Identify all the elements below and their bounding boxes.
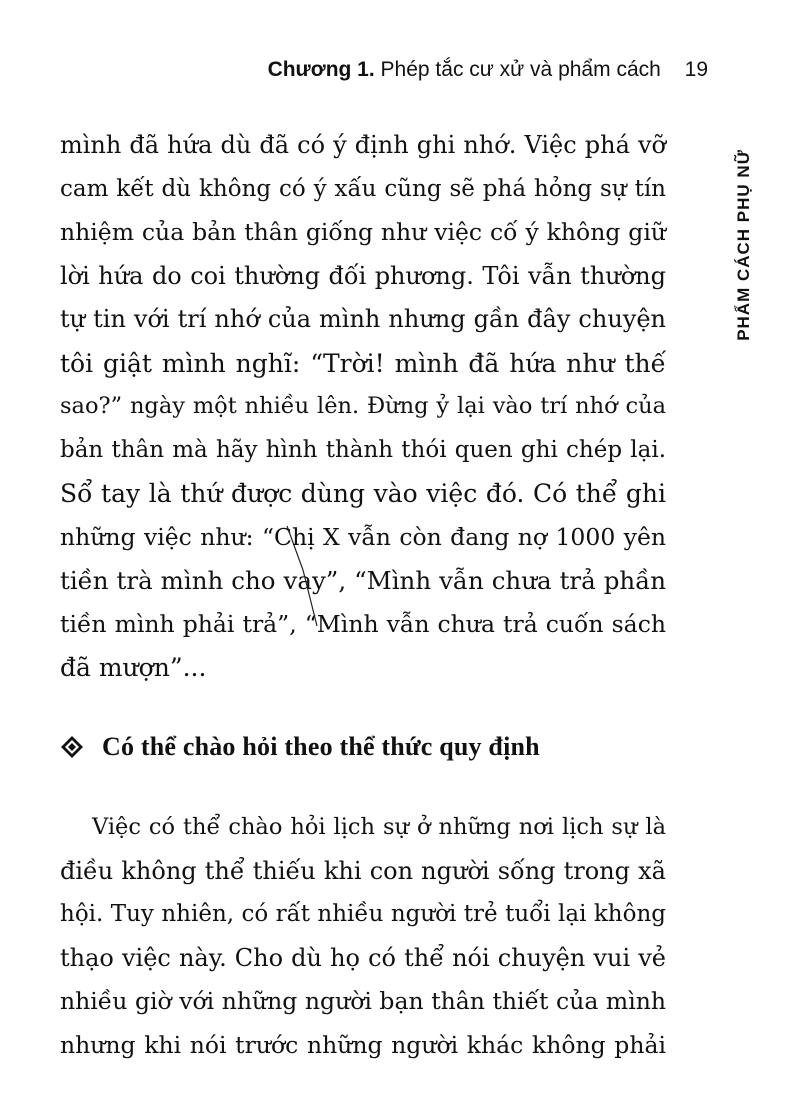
text-line: những việc như: “Chị X vẫn còn đang nợ 1000 yên	[60, 522, 666, 551]
text-line: đã mượn”...	[60, 653, 207, 682]
running-header	[268, 58, 708, 82]
text-line: nhiệm của bản thân giống như việc cố ý không giữ	[60, 218, 666, 246]
text-line: nhiều giờ với những người bạn thân thiết của mình	[60, 987, 666, 1015]
section-heading	[60, 732, 540, 762]
text-line: hội. Tuy nhiên, có rất nhiều người trẻ tuổi lại không	[60, 901, 666, 927]
text-line: tự tin với trí nhớ của mình nhưng gần đây chuyện	[60, 305, 666, 333]
side-book-title	[732, 140, 756, 350]
text-line: tiền trà mình cho vay”, “Mình vẫn chưa trả phần	[60, 566, 666, 595]
paragraph-2	[60, 806, 666, 1067]
page-number: 19	[684, 58, 708, 81]
text-line: nhưng khi nói trước những người khác không phải	[60, 1030, 666, 1059]
side-book-title-text: PHẨM CÁCH PHỤ NỮ	[734, 149, 753, 341]
chapter-title: Phép tắc cư xử và phẩm cách	[380, 58, 661, 81]
text-line: thạo việc này. Cho dù họ có thể nói chuyện vui vẻ	[60, 943, 666, 972]
chapter-number: Chương 1.	[267, 58, 375, 81]
text-line: tôi giật mình nghĩ: “Trời! mình đã hứa như thế	[60, 348, 666, 378]
text-line: điều không thể thiếu khi con người sống trong xã	[60, 856, 666, 885]
text-line: sao?” ngày một nhiều lên. Đừng ỷ lại vào trí nhớ của	[60, 393, 666, 419]
paragraph-1	[60, 124, 666, 690]
text-line: cam kết dù không có ý xấu cũng sẽ phá hỏng sự tín	[60, 175, 666, 202]
text-line: Sổ tay là thứ được dùng vào việc đó. Có thể ghi	[60, 479, 666, 508]
text-line: Việc có thể chào hỏi lịch sự ở những nơi lịch sự là	[92, 814, 666, 840]
text-line: lời hứa do coi thường đối phương. Tôi vẫn thường	[60, 261, 666, 290]
diamond-bullet-icon	[60, 735, 84, 759]
text-line: bản thân mà hãy hình thành thói quen ghi chép lại.	[60, 436, 666, 463]
section-heading-text: Có thể chào hỏi theo thể thức quy định	[102, 732, 540, 761]
text-line: tiền mình phải trả”, “Mình vẫn chưa trả cuốn sách	[60, 609, 666, 638]
text-line: mình đã hứa dù đã có ý định ghi nhớ. Việc phá vỡ	[60, 131, 666, 159]
pen-scratch-mark	[283, 522, 323, 632]
